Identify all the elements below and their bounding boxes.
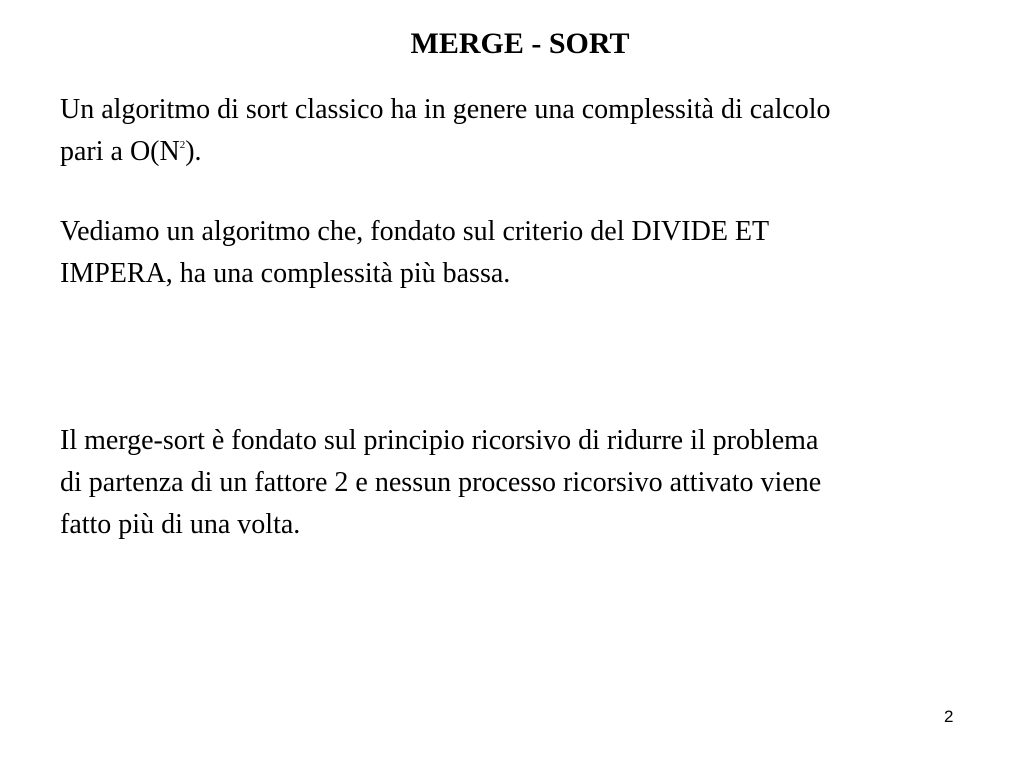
principle-line-3: fatto più di una volta. bbox=[60, 509, 301, 540]
intro-line-2-suffix: ). bbox=[185, 136, 202, 167]
principle-line-2: di partenza di un fattore 2 e nessun processo ricorsivo attivato viene bbox=[60, 467, 822, 498]
page-number: 2 bbox=[944, 707, 954, 726]
intro-line-1: Un algoritmo di sort classico ha in genere una complessità di calcolo bbox=[60, 94, 831, 125]
exponent-superscript: 2 bbox=[179, 139, 186, 151]
divide-et-impera-paragraph bbox=[60, 211, 1010, 295]
divide-line-2: IMPERA, ha una complessità più bassa. bbox=[60, 258, 511, 289]
slide-title: MERGE - SORT bbox=[410, 27, 630, 60]
intro-paragraph bbox=[60, 89, 1010, 173]
principle-line-1: Il merge-sort è fondato sul principio ricorsivo di ridurre il problema bbox=[60, 425, 819, 456]
merge-sort-principle-paragraph bbox=[60, 420, 1010, 546]
intro-line-2-prefix: pari a O(N bbox=[60, 136, 180, 167]
divide-line-1: Vediamo un algoritmo che, fondato sul criterio del DIVIDE ET bbox=[60, 216, 770, 247]
